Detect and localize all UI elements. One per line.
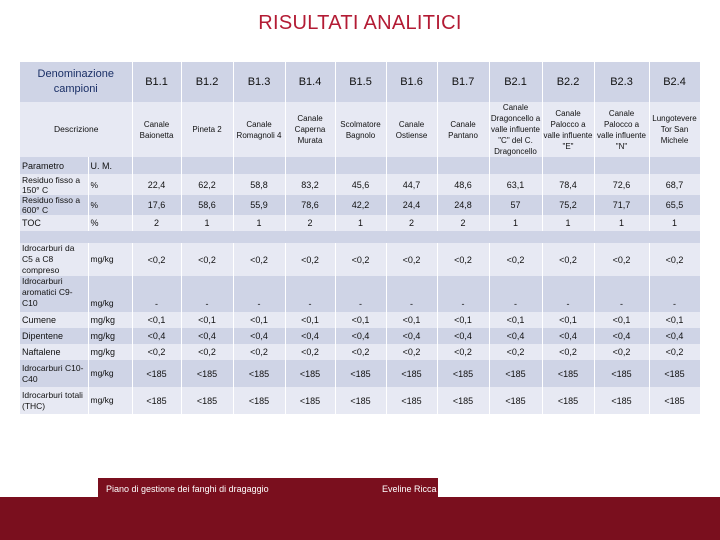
table-row: [20, 312, 700, 328]
unit-label: mg/kg: [88, 243, 132, 276]
parameter-label: Dipentene: [20, 328, 88, 344]
value-cell: <185: [386, 360, 437, 387]
parameter-label: Idrocarburi totali (THC): [20, 387, 88, 414]
sample-code: B1.3: [233, 62, 285, 102]
value-cell: 1: [233, 215, 285, 231]
value-cell: <185: [594, 360, 649, 387]
descrizione-header: Descrizione: [20, 102, 132, 157]
value-cell: <0,2: [542, 243, 594, 276]
spacer-row: [20, 231, 700, 243]
sample-description: Canale Dragoncello a valle influente "C" del C. Dragoncello: [490, 103, 541, 156]
footer-title: Piano di gestione dei fanghi di dragaggio: [106, 484, 269, 494]
value-cell: <0,1: [649, 312, 700, 328]
unit-label: mg/kg: [88, 360, 132, 387]
value-cell: -: [542, 276, 594, 312]
value-cell: <0,2: [542, 344, 594, 360]
value-cell: <185: [542, 360, 594, 387]
denominazione-header: Denominazione campioni: [20, 62, 132, 102]
value-cell: <0,1: [181, 312, 233, 328]
unit-label: mg/kg: [88, 312, 132, 328]
value-cell: 71,7: [594, 195, 649, 215]
value-cell: 1: [649, 215, 700, 231]
unit-label: mg/kg: [88, 328, 132, 344]
parameter-label: Residuo fisso a 150° C: [20, 174, 88, 195]
value-cell: <0,2: [335, 344, 386, 360]
value-cell: 75,2: [542, 195, 594, 215]
value-cell: <185: [386, 387, 437, 414]
value-cell: <0,2: [594, 243, 649, 276]
value-cell: <0,2: [335, 243, 386, 276]
parameter-label: Naftalene: [20, 344, 88, 360]
value-cell: <185: [181, 387, 233, 414]
value-cell: <0,2: [181, 344, 233, 360]
value-cell: <0,2: [649, 344, 700, 360]
footer: [98, 478, 438, 498]
value-cell: <185: [285, 360, 335, 387]
value-cell: <185: [649, 387, 700, 414]
value-cell: <0,1: [386, 312, 437, 328]
sample-code: B2.2: [542, 62, 594, 102]
table-row: [20, 243, 700, 276]
value-cell: <185: [132, 360, 181, 387]
um-header: U. M.: [88, 157, 132, 174]
value-cell: 1: [181, 215, 233, 231]
value-cell: -: [489, 276, 542, 312]
value-cell: -: [285, 276, 335, 312]
sample-description: Canale Ostiense: [386, 102, 437, 157]
value-cell: <0,2: [489, 243, 542, 276]
sample-code: B1.1: [132, 62, 181, 102]
value-cell: 57: [489, 195, 542, 215]
value-cell: -: [594, 276, 649, 312]
table-row: [20, 387, 700, 414]
value-cell: 68,7: [649, 174, 700, 195]
value-cell: <0,2: [649, 243, 700, 276]
value-cell: <0,2: [594, 344, 649, 360]
value-cell: <185: [335, 360, 386, 387]
value-cell: <0,4: [594, 328, 649, 344]
value-cell: <0,1: [594, 312, 649, 328]
value-cell: 22,4: [132, 174, 181, 195]
unit-label: %: [88, 174, 132, 195]
value-cell: <0,4: [649, 328, 700, 344]
value-cell: <0,4: [386, 328, 437, 344]
unit-label: mg/kg: [88, 276, 132, 312]
sample-code: B2.1: [489, 62, 542, 102]
parameter-header-row: [20, 157, 700, 174]
value-cell: -: [132, 276, 181, 312]
value-cell: <0,2: [386, 243, 437, 276]
unit-label: mg/kg: [88, 387, 132, 414]
value-cell: <0,4: [181, 328, 233, 344]
value-cell: -: [181, 276, 233, 312]
value-cell: 83,2: [285, 174, 335, 195]
value-cell: 42,2: [335, 195, 386, 215]
value-cell: <0,1: [132, 312, 181, 328]
sample-code: B1.5: [335, 62, 386, 102]
table-row: [20, 174, 700, 195]
value-cell: <0,2: [233, 243, 285, 276]
value-cell: <185: [233, 360, 285, 387]
page-title: RISULTATI ANALITICI: [258, 12, 462, 34]
value-cell: -: [335, 276, 386, 312]
sample-description: Scolmatore Bagnolo: [335, 102, 386, 157]
value-cell: <185: [437, 360, 489, 387]
parameter-label: TOC: [20, 215, 88, 231]
value-cell: <185: [132, 387, 181, 414]
sample-description: Canale Palocco a valle influente "E": [542, 102, 594, 157]
value-cell: 2: [285, 215, 335, 231]
value-cell: <0,2: [386, 344, 437, 360]
sample-code: B2.4: [649, 62, 700, 102]
parameter-label: Residuo fisso a 600° C: [20, 195, 88, 215]
sample-description: Lungotevere Tor San Michele: [649, 102, 700, 157]
value-cell: <0,2: [437, 243, 489, 276]
sample-code: B1.7: [437, 62, 489, 102]
sample-description: Canale Palocco a valle influente "N": [594, 102, 649, 157]
sample-descriptions-row: [20, 102, 700, 157]
value-cell: <0,4: [285, 328, 335, 344]
sample-code: B1.2: [181, 62, 233, 102]
value-cell: <185: [285, 387, 335, 414]
unit-label: %: [88, 195, 132, 215]
value-cell: <0,4: [132, 328, 181, 344]
value-cell: <185: [181, 360, 233, 387]
parameter-label: Idrocarburi C10-C40: [20, 360, 88, 387]
value-cell: 2: [132, 215, 181, 231]
unit-label: mg/kg: [88, 344, 132, 360]
value-cell: 72,6: [594, 174, 649, 195]
value-cell: 55,9: [233, 195, 285, 215]
value-cell: 63,1: [489, 174, 542, 195]
value-cell: 17,6: [132, 195, 181, 215]
value-cell: 58,8: [233, 174, 285, 195]
parameter-label: Idrocarburi aromatici C9-C10: [20, 276, 88, 312]
sample-description: Canale Caperna Murata: [285, 102, 335, 157]
value-cell: <185: [489, 387, 542, 414]
value-cell: -: [233, 276, 285, 312]
value-cell: <0,2: [285, 243, 335, 276]
value-cell: 2: [437, 215, 489, 231]
value-cell: <185: [542, 387, 594, 414]
value-cell: 45,6: [335, 174, 386, 195]
sample-description: Canale Romagnoli 4: [233, 102, 285, 157]
value-cell: 44,7: [386, 174, 437, 195]
value-cell: <185: [437, 387, 489, 414]
value-cell: <0,2: [489, 344, 542, 360]
value-cell: 1: [542, 215, 594, 231]
table-row: [20, 328, 700, 344]
value-cell: 24,8: [437, 195, 489, 215]
table-row: [20, 344, 700, 360]
sample-code: B2.3: [594, 62, 649, 102]
value-cell: 24,4: [386, 195, 437, 215]
value-cell: <0,1: [335, 312, 386, 328]
value-cell: 48,6: [437, 174, 489, 195]
value-cell: 58,6: [181, 195, 233, 215]
value-cell: 1: [594, 215, 649, 231]
table-row: [20, 276, 700, 312]
value-cell: <0,2: [437, 344, 489, 360]
value-cell: <185: [594, 387, 649, 414]
sample-description: Canale Baionetta: [132, 102, 181, 157]
footer-author: Eveline Ricca: [382, 484, 437, 494]
sample-description: Pineta 2: [181, 102, 233, 157]
results-table: [20, 62, 701, 414]
value-cell: <0,2: [132, 243, 181, 276]
value-cell: <185: [335, 387, 386, 414]
value-cell: <0,2: [285, 344, 335, 360]
value-cell: 1: [335, 215, 386, 231]
value-cell: -: [386, 276, 437, 312]
value-cell: <0,4: [437, 328, 489, 344]
value-cell: <0,1: [233, 312, 285, 328]
value-cell: 78,4: [542, 174, 594, 195]
value-cell: -: [437, 276, 489, 312]
unit-label: %: [88, 215, 132, 231]
parameter-label: Cumene: [20, 312, 88, 328]
table-row: [20, 360, 700, 387]
value-cell: <0,4: [335, 328, 386, 344]
sample-codes-row: [20, 62, 700, 102]
value-cell: <0,4: [233, 328, 285, 344]
value-cell: <185: [489, 360, 542, 387]
value-cell: <0,2: [132, 344, 181, 360]
value-cell: <0,4: [542, 328, 594, 344]
value-cell: 1: [489, 215, 542, 231]
sample-code: B1.4: [285, 62, 335, 102]
value-cell: 78,6: [285, 195, 335, 215]
value-cell: <185: [233, 387, 285, 414]
value-cell: <0,4: [489, 328, 542, 344]
parameter-label: Idrocarburi da C5 a C8 compreso: [20, 243, 88, 276]
value-cell: 62,2: [181, 174, 233, 195]
table-row: [20, 195, 700, 215]
bottom-bar: [0, 497, 720, 540]
value-cell: <0,2: [181, 243, 233, 276]
value-cell: <0,1: [542, 312, 594, 328]
parametro-header: Parametro: [20, 157, 88, 174]
value-cell: <0,1: [437, 312, 489, 328]
value-cell: 65,5: [649, 195, 700, 215]
table-row: [20, 215, 700, 231]
value-cell: -: [649, 276, 700, 312]
sample-description: Canale Pantano: [437, 102, 489, 157]
value-cell: <0,1: [489, 312, 542, 328]
value-cell: <185: [649, 360, 700, 387]
value-cell: 2: [386, 215, 437, 231]
sample-code: B1.6: [386, 62, 437, 102]
value-cell: <0,2: [233, 344, 285, 360]
value-cell: <0,1: [285, 312, 335, 328]
